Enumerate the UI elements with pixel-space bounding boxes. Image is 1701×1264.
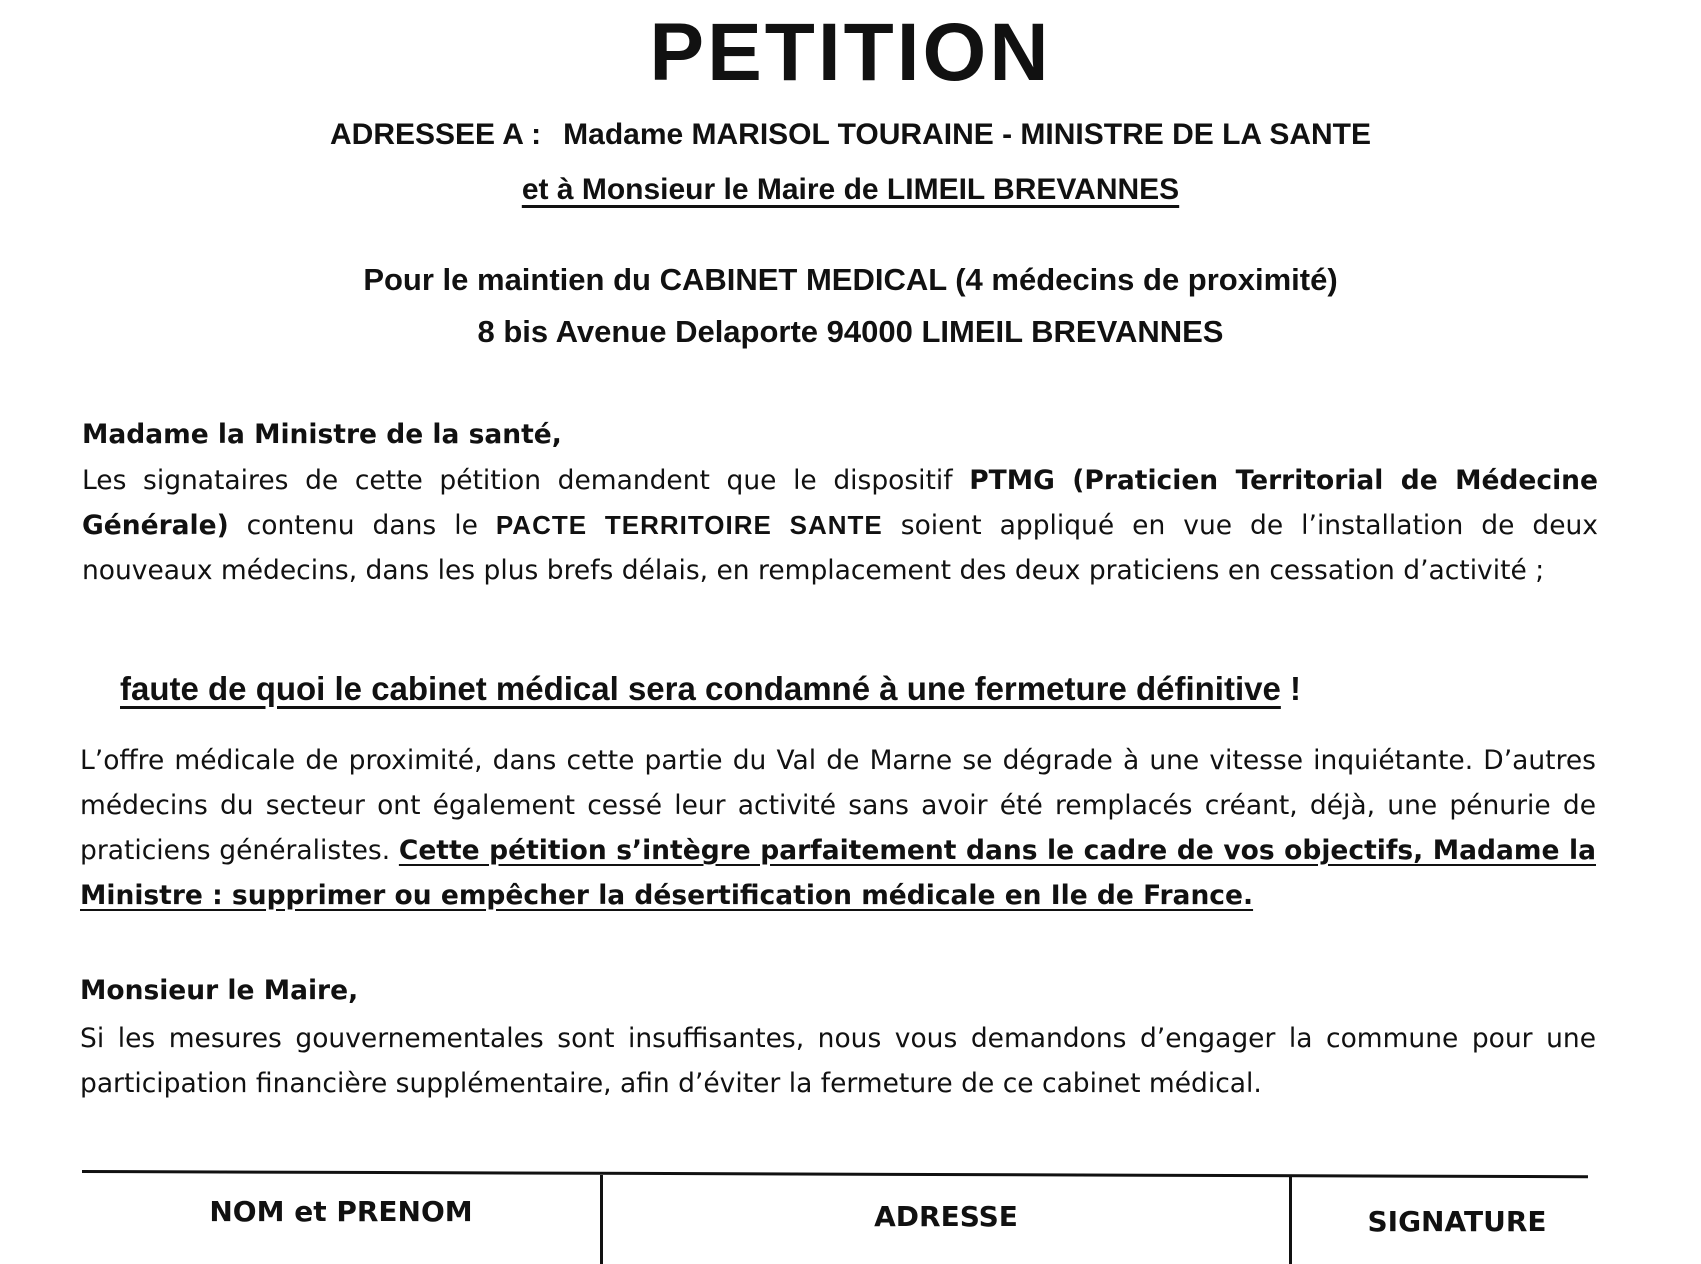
addressee-minister: Madame MARISOL TOURAINE - MINISTRE DE LA SANTE [563,118,1371,151]
addressee-mayor: et à Monsieur le Maire de LIMEIL BREVANNES [521,173,1180,206]
minister-salutation: Madame la Ministre de la santé, [82,419,562,450]
minister-paragraph-2 [80,738,1596,918]
signature-table-top-rule [82,1170,1588,1178]
minister-paragraph-1 [82,458,1598,593]
mayor-paragraph: Si les mesures gouvernementales sont insuffisantes, nous vous demandons d’engager la commune pour une participation financière supplémentaire, afin d’éviter la fermeture de ce cabinet médical. [80,1023,1596,1099]
p1-text-a: Les signataires de cette pétition demandent que le dispositif [82,465,970,496]
addressee-label: ADRESSEE A : [329,118,542,151]
p1-text-b: contenu dans le [228,510,496,541]
column-header-name: NOM et PRENOM [209,1195,473,1228]
closure-warning-mark: ! [1280,670,1302,707]
p2-text: L’offre médicale de proximité, dans cette partie du Val de Marne se dégrade à une vitesse inquiétante. D’autres médecins du secteur ont également cessé leur activité sans avoir été remplacés créant, déjà, une pénurie de praticiens généralistes. [80,745,1596,866]
closure-warning [120,670,1301,708]
addressee-line-2 [0,173,1701,207]
page-title: PETITION [649,7,1052,98]
mayor-salutation: Monsieur le Maire, [80,975,359,1006]
closure-warning-text: faute de quoi le cabinet médical sera condamné à une fermeture définitive [120,670,1281,707]
p2-underlined: Cette pétition s’intègre parfaitement dans le cadre de vos objectifs, Madame la Ministre : supprimer ou empêcher la désertification médicale en Ile de France. [80,835,1596,911]
p1-text-c: soient appliqué en vue de l’installation de deux nouveaux médecins, dans les plus brefs délais, en remplacement des deux praticiens en cessation d’activité ; [82,510,1598,586]
p1-ptmg: PTMG (Praticien Territorial de Médecine Générale) [82,465,1599,541]
p1-pacte: PACTE TERRITOIRE SANTE [495,510,883,540]
column-header-address: ADRESSE [874,1200,1018,1233]
addressee-line-1 [0,118,1701,152]
column-header-signature: SIGNATURE [1367,1205,1547,1238]
purpose-line-1: Pour le maintien du CABINET MEDICAL (4 médecins de proximité) [363,262,1338,297]
purpose-address: 8 bis Avenue Delaporte 94000 LIMEIL BREVANNES [477,314,1224,349]
